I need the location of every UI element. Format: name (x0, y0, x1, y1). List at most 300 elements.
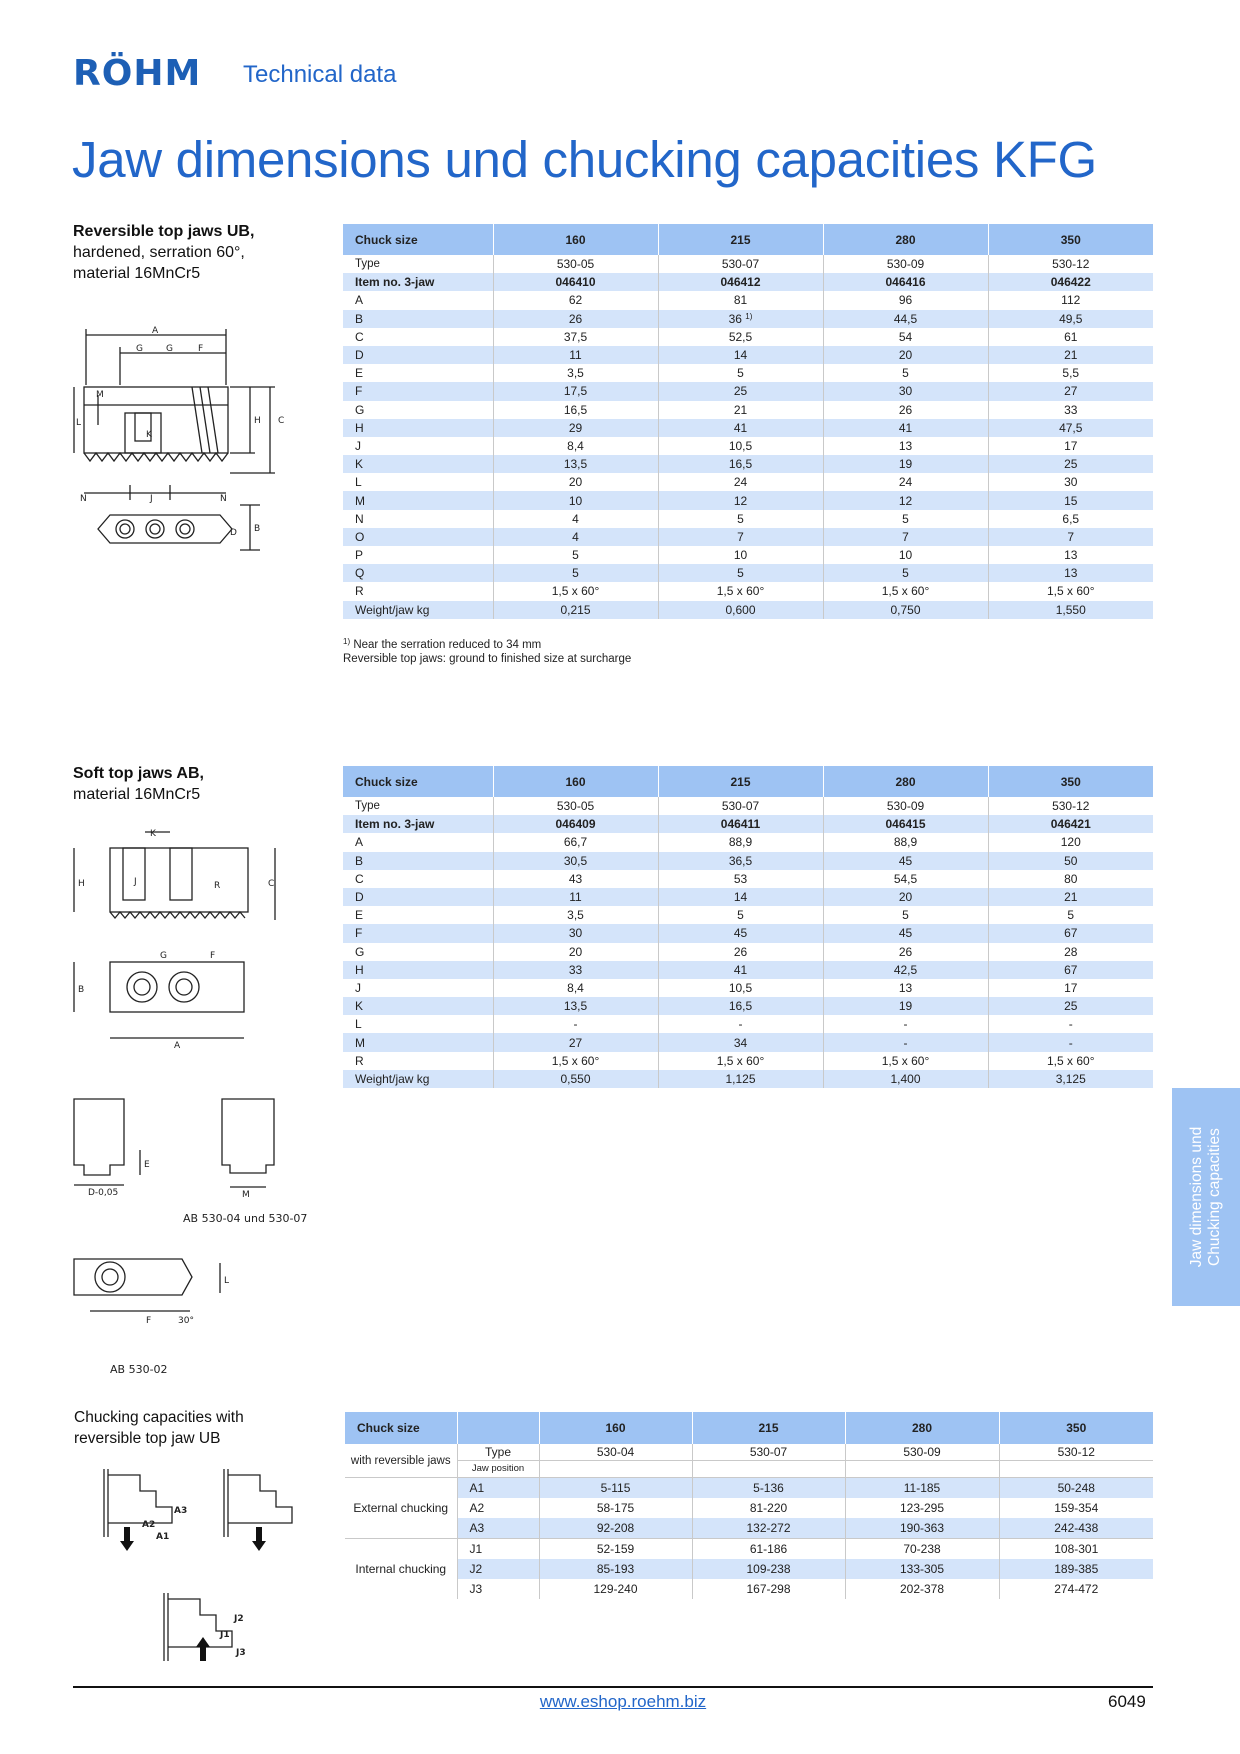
section1-title-line: hardened, serration 60°, (73, 244, 245, 261)
row-label: Weight/jaw kg (343, 601, 493, 619)
table-row (343, 870, 1153, 888)
jaw-position: J3 (457, 1579, 539, 1599)
section2-title-line: material 16MnCr5 (73, 786, 201, 803)
header-cell: 160 (539, 1412, 692, 1444)
header-cell: Chuck size (343, 224, 493, 255)
drawing-label: J1 (220, 1630, 230, 1640)
header-cell: Chuck size (345, 1412, 457, 1444)
drawing-caption: AB 530-04 und 530-07 (183, 1212, 308, 1225)
table-cell: 046415 (823, 815, 988, 833)
table-cell: 27 (988, 382, 1153, 400)
table-cell: 27 (493, 1033, 658, 1051)
table-row (343, 491, 1153, 509)
table-row (343, 1070, 1153, 1088)
chucking-capacities-table (345, 1412, 1153, 1599)
table-cell: 50-248 (999, 1478, 1153, 1499)
svg-text:F: F (210, 951, 216, 961)
svg-text:G: G (166, 344, 173, 354)
table-cell: 120 (988, 833, 1153, 851)
table-cell: 26 (493, 310, 658, 328)
table-row (345, 1478, 1153, 1499)
table-cell: 11 (493, 346, 658, 364)
table-cell: 530-07 (692, 1444, 845, 1461)
table-cell: 24 (658, 473, 823, 491)
table-cell: 45 (658, 924, 823, 942)
table-cell: 0,600 (658, 601, 823, 619)
row-label: F (343, 924, 493, 942)
section1-title (73, 221, 254, 284)
row-label: Item no. 3-jaw (343, 273, 493, 291)
table-cell: - (988, 1015, 1153, 1033)
table-cell (658, 310, 823, 328)
svg-text:K: K (150, 829, 156, 839)
row-label: L (355, 475, 362, 490)
table-cell: 21 (988, 346, 1153, 364)
table-row (343, 815, 1153, 833)
row-label: R (355, 1053, 364, 1068)
drawing-label: A2 (142, 1520, 156, 1530)
table-cell: 10 (658, 546, 823, 564)
table-cell: 29 (493, 419, 658, 437)
row-label: J (355, 438, 361, 453)
svg-text:L: L (76, 418, 82, 428)
type-label: Type (457, 1444, 539, 1461)
table-cell: 17 (988, 979, 1153, 997)
table-cell: 11-185 (845, 1478, 999, 1499)
svg-text:K: K (146, 430, 152, 440)
svg-text:N: N (80, 494, 87, 504)
table-cell: 3,5 (493, 364, 658, 382)
table-cell: 0,550 (493, 1070, 658, 1088)
group-label: Internal chucking (345, 1539, 457, 1600)
section2-title-bold: Soft top jaws AB, (73, 765, 204, 782)
table-cell: 13 (823, 437, 988, 455)
table-cell: 5 (823, 364, 988, 382)
roehm-logo (73, 55, 201, 93)
table-cell: 1,5 x 60° (493, 582, 658, 600)
table-header-row (343, 766, 1153, 797)
table-header-row (345, 1412, 1153, 1444)
table-cell: 16,5 (658, 997, 823, 1015)
table-cell: 1,550 (988, 601, 1153, 619)
table-cell: 21 (658, 401, 823, 419)
row-label: E (355, 366, 364, 381)
table-cell: 10,5 (658, 979, 823, 997)
table-cell: 167-298 (692, 1579, 845, 1599)
table-row (343, 943, 1153, 961)
table-cell: 11 (493, 888, 658, 906)
table-row (343, 473, 1153, 491)
table-cell: 1,5 x 60° (988, 1052, 1153, 1070)
drawing-label: A3 (174, 1506, 188, 1516)
row-label: G (355, 944, 365, 959)
table-cell: 12 (658, 491, 823, 509)
table-cell: 14 (658, 346, 823, 364)
header-cell: 280 (845, 1412, 999, 1444)
table-cell: 15 (988, 491, 1153, 509)
row-label: Q (343, 564, 493, 582)
table-cell: 54,5 (823, 870, 988, 888)
table-cell: 0,750 (823, 601, 988, 619)
table-cell: 5 (658, 364, 823, 382)
group-label: with reversible jaws (350, 1454, 451, 1467)
footer-divider (73, 1686, 1153, 1688)
row-label: R (355, 584, 364, 599)
table-cell: 16,5 (493, 401, 658, 419)
table-row (343, 601, 1153, 619)
row-label: L (355, 1017, 362, 1032)
side-tab-line: Jaw dimensions und (1188, 1126, 1205, 1268)
table-cell: 61 (988, 328, 1153, 346)
row-label: A (355, 835, 364, 850)
header-cell: 215 (692, 1412, 845, 1444)
table-row (345, 1539, 1153, 1560)
table-cell: 25 (988, 997, 1153, 1015)
table-cell: 1,125 (658, 1070, 823, 1088)
svg-text:J: J (134, 877, 137, 887)
table-row (343, 852, 1153, 870)
table-cell: 7 (988, 528, 1153, 546)
table-cell: 25 (658, 382, 823, 400)
table-cell: 30,5 (493, 852, 658, 870)
svg-text:E: E (144, 1160, 150, 1170)
header-cell: 350 (988, 766, 1153, 797)
jaw-position: A2 (457, 1498, 539, 1518)
table-row (343, 888, 1153, 906)
table-cell: 58-175 (539, 1498, 692, 1518)
header-cell: 280 (823, 766, 988, 797)
table-row (345, 1444, 1153, 1461)
table-cell: 4 (493, 510, 658, 528)
table-row (343, 255, 1153, 273)
soft-jaw-drawing-side (70, 1095, 310, 1215)
table-header-row (343, 224, 1153, 255)
table-cell: 41 (658, 419, 823, 437)
table-cell: 132-272 (692, 1518, 845, 1539)
header-cell (457, 1412, 539, 1444)
table-cell: 133-305 (845, 1559, 999, 1579)
table-cell: 7 (658, 528, 823, 546)
table-row (343, 382, 1153, 400)
drawing-label: J2 (234, 1614, 244, 1624)
side-tab-line: Chucking capacities (1206, 1128, 1223, 1266)
jaw-position: J2 (457, 1559, 539, 1579)
table-cell: 24 (823, 473, 988, 491)
table-cell: 5 (493, 546, 658, 564)
header-section-label: Technical data (243, 61, 397, 88)
table-cell: 109-238 (692, 1559, 845, 1579)
svg-text:H: H (254, 416, 261, 426)
header-cell: 280 (823, 224, 988, 255)
table-row (343, 437, 1153, 455)
table-cell: 45 (823, 852, 988, 870)
table-cell: 530-12 (988, 797, 1153, 815)
row-label: B (343, 310, 493, 328)
table-row (343, 273, 1153, 291)
table-row (343, 510, 1153, 528)
table-cell: 274-472 (999, 1579, 1153, 1599)
svg-text:M: M (96, 390, 104, 400)
footnotes (343, 638, 631, 666)
table-cell: 96 (823, 291, 988, 309)
table-cell: 85-193 (539, 1559, 692, 1579)
table-cell: 37,5 (493, 328, 658, 346)
row-label: H (343, 961, 493, 979)
table-row (343, 546, 1153, 564)
table-cell: 34 (658, 1033, 823, 1051)
table-row (343, 1052, 1153, 1070)
table-row (345, 1498, 1153, 1518)
table-cell: 5 (988, 906, 1153, 924)
table-row (345, 1518, 1153, 1539)
table-cell: 19 (823, 455, 988, 473)
table-cell: 108-301 (999, 1539, 1153, 1560)
row-label: K (343, 455, 493, 473)
table-row (343, 528, 1153, 546)
table-row (343, 401, 1153, 419)
svg-text:H: H (78, 879, 85, 889)
header-cell: 215 (658, 224, 823, 255)
jaw-position: A3 (457, 1518, 539, 1539)
svg-text:B: B (254, 524, 261, 534)
table-cell: 19 (823, 997, 988, 1015)
table-cell: 52,5 (658, 328, 823, 346)
row-label: G (355, 402, 365, 417)
table-row (343, 833, 1153, 851)
header-cell: 350 (988, 224, 1153, 255)
soft-jaw-drawing-ab53002 (70, 1255, 270, 1335)
table-cell: 530-07 (658, 797, 823, 815)
drawing-label: J3 (236, 1648, 246, 1658)
table-cell: 5 (658, 564, 823, 582)
footnote-line (343, 638, 631, 652)
row-label: C (355, 871, 364, 886)
table-cell: 202-378 (845, 1579, 999, 1599)
svg-text:F: F (146, 1316, 152, 1326)
table-cell: 81-220 (692, 1498, 845, 1518)
table-cell: 1,5 x 60° (493, 1052, 658, 1070)
table-cell (845, 1461, 999, 1478)
table-cell: 1,5 x 60° (823, 582, 988, 600)
row-label: Item no. 3-jaw (343, 815, 493, 833)
footnote-marker: 1) (343, 637, 351, 646)
table-cell: 1,400 (823, 1070, 988, 1088)
drawing-caption: AB 530-02 (110, 1363, 168, 1376)
table-cell: 20 (823, 346, 988, 364)
section1-title-line: material 16MnCr5 (73, 265, 201, 282)
table-row (343, 455, 1153, 473)
table-cell: 112 (988, 291, 1153, 309)
table-cell: 8,4 (493, 437, 658, 455)
table-cell: 5 (823, 906, 988, 924)
table-cell: 12 (823, 491, 988, 509)
row-label: Type (355, 258, 380, 271)
table-cell: 5,5 (988, 364, 1153, 382)
header-cell: Chuck size (343, 766, 493, 797)
soft-jaw-drawing-top (70, 828, 310, 1068)
table-cell: 5 (823, 510, 988, 528)
row-label: H (343, 419, 493, 437)
table-cell: 28 (988, 943, 1153, 961)
table-cell: 36,5 (658, 852, 823, 870)
row-label: P (355, 548, 364, 563)
table-row (345, 1461, 1153, 1478)
reversible-jaws-table (343, 224, 1153, 619)
table-cell: - (823, 1033, 988, 1051)
table-cell: 1,5 x 60° (823, 1052, 988, 1070)
table-cell: 52-159 (539, 1539, 692, 1560)
table-cell: 20 (823, 888, 988, 906)
section1-title-bold: Reversible top jaws UB, (73, 223, 255, 240)
table-cell: 61-186 (692, 1539, 845, 1560)
page-number: 6049 (1108, 1692, 1146, 1711)
svg-text:C: C (268, 879, 275, 889)
table-cell: 5-136 (692, 1478, 845, 1499)
row-label: M (343, 491, 493, 509)
table-cell: 046409 (493, 815, 658, 833)
table-cell: 530-05 (493, 255, 658, 273)
table-cell: 530-12 (988, 255, 1153, 273)
svg-text:N: N (220, 494, 227, 504)
svg-text:B: B (78, 985, 85, 995)
table-cell: 5 (493, 564, 658, 582)
table-cell: 43 (493, 870, 658, 888)
table-row (343, 979, 1153, 997)
table-cell: 129-240 (539, 1579, 692, 1599)
row-label: K (343, 997, 493, 1015)
footnote-line: Reversible top jaws: ground to finished size at surcharge (343, 653, 632, 665)
table-row (343, 564, 1153, 582)
table-row (343, 291, 1153, 309)
table-cell: 5 (823, 564, 988, 582)
jaw-position-label: Jaw position (457, 1461, 539, 1478)
table-cell: 14 (658, 888, 823, 906)
table-cell: 26 (823, 401, 988, 419)
table-cell: 1,5 x 60° (658, 1052, 823, 1070)
side-section-tab[interactable] (1172, 1088, 1240, 1306)
footnote-text: Near the serration reduced to 34 mm (353, 639, 542, 651)
table-cell: 33 (988, 401, 1153, 419)
cell-value: 36 (728, 311, 742, 326)
header-cell: 160 (493, 766, 658, 797)
table-cell: 70-238 (845, 1539, 999, 1560)
row-label: Type (355, 800, 380, 813)
reversible-jaw-drawing (70, 325, 300, 615)
table-cell: 26 (823, 943, 988, 961)
table-cell: 20 (493, 943, 658, 961)
table-cell: 530-12 (999, 1444, 1153, 1461)
table-cell: 67 (988, 924, 1153, 942)
table-cell: 16,5 (658, 455, 823, 473)
table-cell: 046416 (823, 273, 988, 291)
table-cell (692, 1461, 845, 1478)
table-cell: 6,5 (988, 510, 1153, 528)
table-cell: 046422 (988, 273, 1153, 291)
table-cell: 4 (493, 528, 658, 546)
page-title: Jaw dimensions und chucking capacities KFG (72, 131, 1097, 188)
table-row (343, 328, 1153, 346)
svg-text:30°: 30° (178, 1316, 194, 1326)
table-cell: 88,9 (823, 833, 988, 851)
header-cell: 215 (658, 766, 823, 797)
section2-title (73, 763, 204, 805)
table-cell: 530-09 (823, 255, 988, 273)
table-row (343, 906, 1153, 924)
table-cell: 13 (823, 979, 988, 997)
svg-text:M: M (242, 1190, 250, 1200)
table-cell: 54 (823, 328, 988, 346)
table-cell (539, 1461, 692, 1478)
table-cell: 92-208 (539, 1518, 692, 1539)
svg-text:J: J (150, 494, 153, 504)
table-row (343, 997, 1153, 1015)
table-cell: 44,5 (823, 310, 988, 328)
table-cell (999, 1461, 1153, 1478)
header-cell: 160 (493, 224, 658, 255)
table-cell: 81 (658, 291, 823, 309)
table-row (343, 582, 1153, 600)
table-cell: 189-385 (999, 1559, 1153, 1579)
section3-title-line: Chucking capacities with (74, 1409, 244, 1426)
row-label: M (343, 1033, 493, 1051)
table-cell: 530-04 (539, 1444, 692, 1461)
table-cell: 13,5 (493, 997, 658, 1015)
table-cell: 45 (823, 924, 988, 942)
table-row (343, 1033, 1153, 1051)
table-cell: 046410 (493, 273, 658, 291)
table-cell: 190-363 (845, 1518, 999, 1539)
table-cell: 13,5 (493, 455, 658, 473)
table-row (343, 310, 1153, 328)
table-cell: - (658, 1015, 823, 1033)
table-cell: 25 (988, 455, 1153, 473)
section3-title-line: reversible top jaw UB (74, 1430, 221, 1447)
table-row (343, 1015, 1153, 1033)
header-cell: 350 (999, 1412, 1153, 1444)
table-cell: 5 (658, 906, 823, 924)
row-label: Weight/jaw kg (343, 1070, 493, 1088)
table-cell: 80 (988, 870, 1153, 888)
shop-link[interactable]: www.eshop.roehm.biz (539, 1692, 707, 1711)
row-label: D (343, 346, 493, 364)
table-cell: 10,5 (658, 437, 823, 455)
table-cell: 17,5 (493, 382, 658, 400)
table-cell: 1,5 x 60° (988, 582, 1153, 600)
table-cell: 30 (988, 473, 1153, 491)
table-row (343, 924, 1153, 942)
table-cell: 17 (988, 437, 1153, 455)
table-cell: 3,125 (988, 1070, 1153, 1088)
table-cell: 66,7 (493, 833, 658, 851)
table-cell: 8,4 (493, 979, 658, 997)
table-cell: 20 (493, 473, 658, 491)
row-label: A (355, 293, 364, 308)
table-cell: 530-09 (845, 1444, 999, 1461)
table-cell: 49,5 (988, 310, 1153, 328)
table-cell: 13 (988, 564, 1153, 582)
table-cell: 21 (988, 888, 1153, 906)
svg-text:G: G (160, 951, 167, 961)
footnote-marker: 1) (745, 311, 753, 321)
table-cell: 123-295 (845, 1498, 999, 1518)
table-cell: - (493, 1015, 658, 1033)
table-row (343, 419, 1153, 437)
svg-text:A: A (152, 326, 159, 336)
table-cell: 30 (493, 924, 658, 942)
table-cell: 41 (823, 419, 988, 437)
jaw-position: A1 (457, 1478, 539, 1499)
table-cell: 26 (658, 943, 823, 961)
